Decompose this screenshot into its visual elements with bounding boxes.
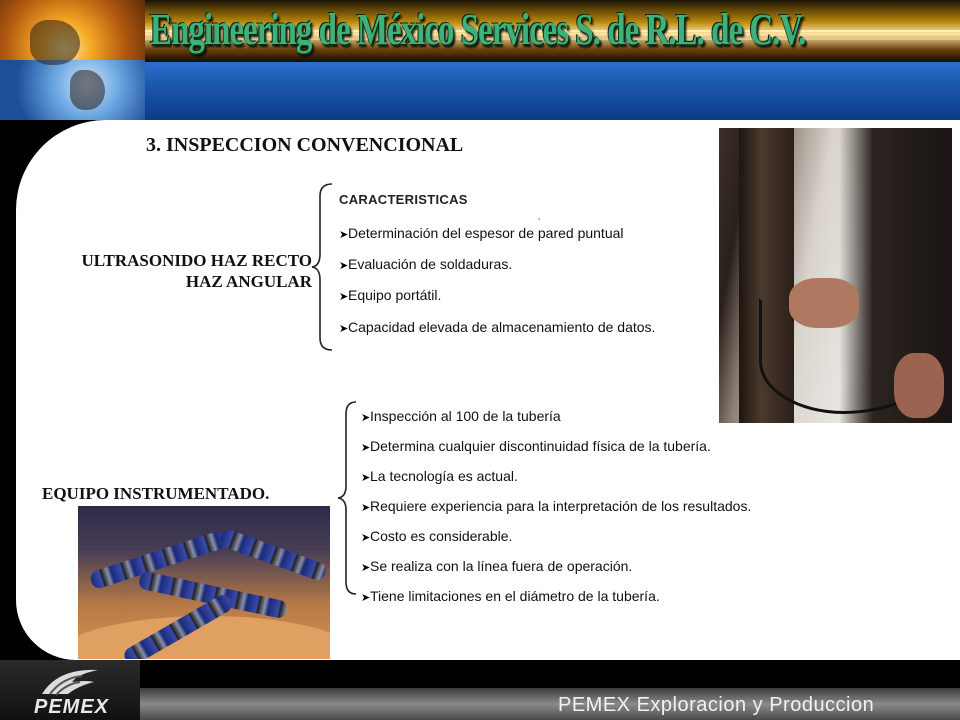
list-item: ➤Inspección al 100 de la tubería	[361, 406, 881, 428]
ultrasonido-line-2: HAZ ANGULAR	[185, 272, 312, 291]
company-title: Engineering de México Services S. de R.L. de C.V.	[150, 6, 806, 55]
equipo-instrumentado-label: EQUIPO INSTRUMENTADO.	[42, 484, 270, 503]
list-item: ➤Capacidad elevada de almacenamiento de datos.	[339, 317, 689, 339]
list-item: ➤Tiene limitaciones en el diámetro de la tubería.	[361, 586, 881, 608]
list-item: ➤Evaluación de soldaduras.	[339, 255, 689, 276]
arrowhead-bullet-icon: ➤	[361, 592, 371, 604]
tick-mark-icon: ‚	[538, 211, 541, 222]
arrowhead-bullet-icon: ➤	[361, 562, 371, 574]
arrowhead-bullet-icon: ➤	[339, 323, 349, 335]
header-banner	[0, 0, 960, 120]
list-item: ➤Costo es considerable.	[361, 526, 881, 548]
eagle-logo-icon	[38, 664, 102, 698]
arrowhead-bullet-icon: ➤	[361, 442, 371, 454]
pemex-wordmark: PEMEX	[34, 696, 110, 718]
list-item: ➤Se realiza con la línea fuera de operación.	[361, 556, 881, 578]
list-item: ➤Requiere experiencia para la interpretación de los resultados.	[361, 496, 881, 518]
pipeline-pig-photo	[78, 506, 330, 659]
ultrasonido-line-1: ULTRASONIDO HAZ RECTO	[81, 251, 312, 270]
curly-brace-icon	[336, 400, 358, 596]
list-item: ➤Determina cualquier discontinuidad física de la tubería.	[361, 436, 881, 458]
footer-tagline: PEMEX Exploracion y Produccion	[558, 694, 875, 716]
ultrasonido-label	[30, 250, 312, 292]
list-item: ➤Determinación del espesor de pared puntual	[339, 224, 689, 245]
arrowhead-bullet-icon: ➤	[339, 291, 349, 303]
left-edge	[0, 120, 16, 660]
arrowhead-bullet-icon: ➤	[361, 502, 371, 514]
caracteristicas-list	[339, 224, 689, 349]
section-title: 3. INSPECCION CONVENCIONAL	[146, 134, 464, 156]
ultrasound-inspection-photo	[719, 128, 952, 423]
arrowhead-bullet-icon: ➤	[361, 472, 371, 484]
list-item: ➤Equipo portátil.	[339, 286, 689, 307]
curly-brace-icon	[310, 182, 334, 352]
arrowhead-bullet-icon: ➤	[339, 229, 349, 241]
arrowhead-bullet-icon: ➤	[361, 412, 371, 424]
arrowhead-bullet-icon: ➤	[339, 260, 349, 272]
list-item: ➤La tecnología es actual.	[361, 466, 881, 488]
caracteristicas-heading: CARACTERISTICAS	[339, 192, 468, 207]
equipo-items-list	[361, 406, 881, 616]
globe-image	[0, 0, 145, 120]
arrowhead-bullet-icon: ➤	[361, 532, 371, 544]
